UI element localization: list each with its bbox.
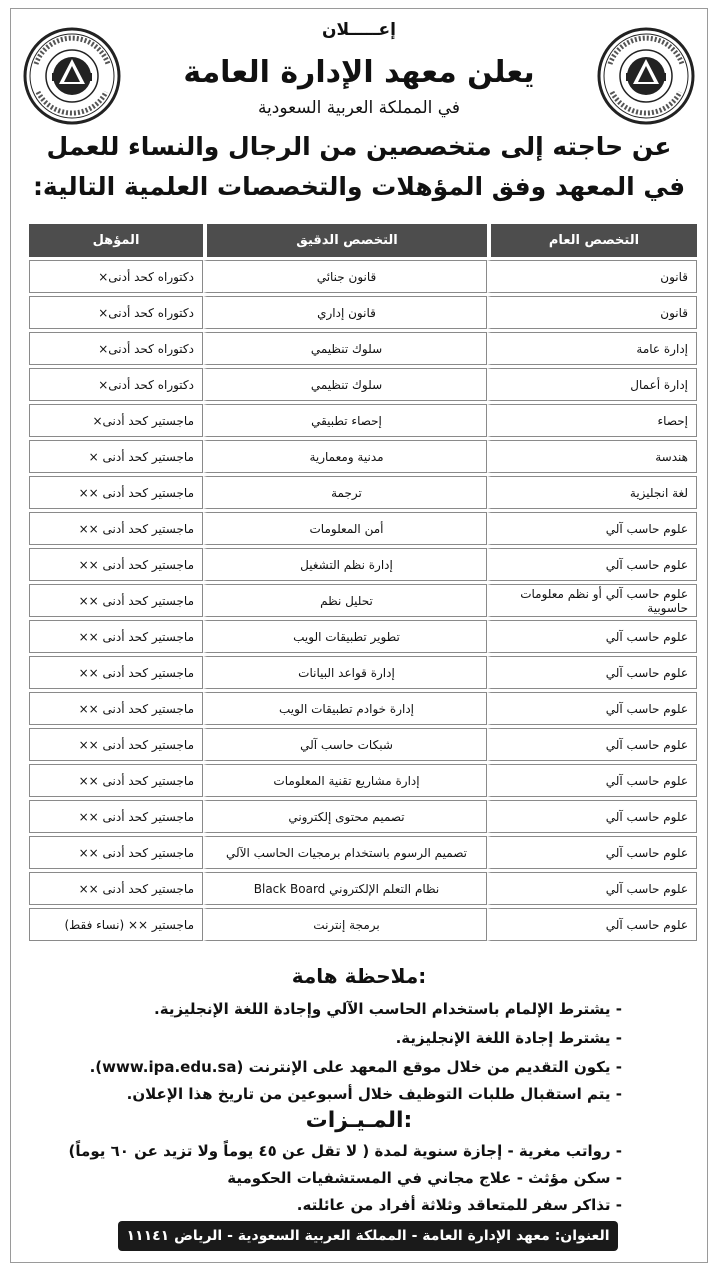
headline-line-2: في المعهد وفق المؤهلات والتخصصات العلمية التالية: xyxy=(32,172,686,201)
headline-line-1: عن حاجته إلى متخصصين من الرجال والنساء للعمل xyxy=(46,132,672,161)
qualification-cell: ماجستير كحد أدنى ×× xyxy=(29,872,203,905)
qualification-cell: ماجستير كحد أدنى ×× xyxy=(29,764,203,797)
table-row xyxy=(29,584,697,617)
specific-specialization-cell: تطوير تطبيقات الويب xyxy=(203,620,487,653)
country-subtitle: في المملكة العربية السعودية xyxy=(257,98,461,118)
general-specialization-cell: علوم حاسب آلي xyxy=(487,872,697,905)
specific-specialization-cell: قانون إداري xyxy=(203,296,487,329)
qualification-cell: ماجستير كحد أدنى ×× xyxy=(29,548,203,581)
table-row xyxy=(29,836,697,869)
table-row xyxy=(29,764,697,797)
feature-item: - تذاكر سفر للمتعاقد وثلاثة أفراد من عائلته. xyxy=(296,1196,622,1214)
specific-specialization-cell: إدارة مشاريع تقنية المعلومات xyxy=(203,764,487,797)
specific-specialization-cell: مدنية ومعمارية xyxy=(203,440,487,473)
table-row xyxy=(29,908,697,941)
header-qualification: المؤهل xyxy=(29,224,203,257)
note-item: - يشترط إجادة اللغة الإنجليزية. xyxy=(395,1029,622,1047)
general-specialization-cell: هندسة xyxy=(487,440,697,473)
general-specialization-cell: علوم حاسب آلي xyxy=(487,512,697,545)
specific-specialization-cell: ترجمة xyxy=(203,476,487,509)
qualification-cell: ماجستير كحد أدنى ×× xyxy=(29,512,203,545)
table-row xyxy=(29,512,697,545)
feature-item: - رواتب مغرية - إجازة سنوية لمدة ( لا تقل عن ٤٥ يوماً ولا تزيد عن ٦٠ يوماً) xyxy=(68,1142,622,1160)
qualification-cell: دكتوراه كحد أدنى× xyxy=(29,332,203,365)
table-row xyxy=(29,548,697,581)
qualification-cell: ماجستير كحد أدنى ×× xyxy=(29,584,203,617)
table-row xyxy=(29,620,697,653)
qualification-cell: دكتوراه كحد أدنى× xyxy=(29,368,203,401)
general-specialization-cell: لغة انجليزية xyxy=(487,476,697,509)
specific-specialization-cell: إدارة خوادم تطبيقات الويب xyxy=(203,692,487,725)
specific-specialization-cell: تحليل نظم xyxy=(203,584,487,617)
general-specialization-cell: علوم حاسب آلي xyxy=(487,656,697,689)
header-general-specialization: التخصص العام xyxy=(487,224,697,257)
qualifications-table xyxy=(29,221,697,944)
table-row xyxy=(29,260,697,293)
general-specialization-cell: علوم حاسب آلي xyxy=(487,692,697,725)
note-item: - يكون التقديم من خلال موقع المعهد على الإنترنت (www.ipa.edu.sa). xyxy=(89,1058,622,1076)
specific-specialization-cell: تصميم محتوى إلكتروني xyxy=(203,800,487,833)
table-header-row xyxy=(29,224,697,257)
qualification-cell: ماجستير كحد أدنى ×× xyxy=(29,800,203,833)
specific-specialization-cell: تصميم الرسوم باستخدام برمجيات الحاسب الآلي xyxy=(203,836,487,869)
qualification-cell: ماجستير كحد أدنى ×× xyxy=(29,620,203,653)
features-title: المـيـزات: xyxy=(305,1108,413,1133)
table-row xyxy=(29,476,697,509)
table-row xyxy=(29,728,697,761)
general-specialization-cell: علوم حاسب آلي أو نظم معلومات حاسوبية xyxy=(487,584,697,617)
general-specialization-cell: قانون xyxy=(487,296,697,329)
qualification-cell: دكتوراه كحد أدنى× xyxy=(29,296,203,329)
specific-specialization-cell: قانون جنائي xyxy=(203,260,487,293)
specific-specialization-cell: نظام التعلم الإلكتروني Black Board xyxy=(203,872,487,905)
header-specific-specialization: التخصص الدقيق xyxy=(203,224,487,257)
table-row xyxy=(29,656,697,689)
table-row xyxy=(29,368,697,401)
general-specialization-cell: علوم حاسب آلي xyxy=(487,764,697,797)
general-specialization-cell: علوم حاسب آلي xyxy=(487,620,697,653)
qualification-cell: ماجستير كحد أدنى ×× xyxy=(29,836,203,869)
qualification-cell: ماجستير كحد أدنى ×× xyxy=(29,728,203,761)
institute-title: يعلن معهد الإدارة العامة xyxy=(183,55,535,90)
table-row xyxy=(29,404,697,437)
table-row xyxy=(29,332,697,365)
table-row xyxy=(29,440,697,473)
announcement-label: إعـــــلان xyxy=(322,20,396,40)
general-specialization-cell: إدارة عامة xyxy=(487,332,697,365)
specific-specialization-cell: شبكات حاسب آلي xyxy=(203,728,487,761)
specific-specialization-cell: أمن المعلومات xyxy=(203,512,487,545)
note-item: - يتم استقبال طلبات التوظيف خلال أسبوعين من تاريخ هذا الإعلان. xyxy=(126,1085,622,1103)
general-specialization-cell: إحصاء xyxy=(487,404,697,437)
qualification-cell: ماجستير كحد أدنى ×× xyxy=(29,656,203,689)
table-row xyxy=(29,872,697,905)
feature-item: - سكن مؤثث - علاج مجاني في المستشفيات الحكومية xyxy=(227,1169,622,1187)
qualification-cell: ماجستير كحد أدنى× xyxy=(29,404,203,437)
table-row xyxy=(29,800,697,833)
table-row xyxy=(29,692,697,725)
general-specialization-cell: علوم حاسب آلي xyxy=(487,908,697,941)
general-specialization-cell: علوم حاسب آلي xyxy=(487,728,697,761)
specific-specialization-cell: إدارة قواعد البيانات xyxy=(203,656,487,689)
specific-specialization-cell: سلوك تنظيمي xyxy=(203,332,487,365)
qualification-cell: ماجستير كحد أدنى ×× xyxy=(29,476,203,509)
general-specialization-cell: علوم حاسب آلي xyxy=(487,800,697,833)
qualification-cell: ماجستير كحد أدنى ×× xyxy=(29,692,203,725)
table-row xyxy=(29,296,697,329)
general-specialization-cell: إدارة أعمال xyxy=(487,368,697,401)
general-specialization-cell: قانون xyxy=(487,260,697,293)
qualification-cell: دكتوراه كحد أدنى× xyxy=(29,260,203,293)
general-specialization-cell: علوم حاسب آلي xyxy=(487,836,697,869)
specific-specialization-cell: برمجة إنترنت xyxy=(203,908,487,941)
qualification-cell: ماجستير ×× (نساء فقط) xyxy=(29,908,203,941)
address-footer: العنوان: معهد الإدارة العامة - المملكة العربية السعودية - الرياض ١١١٤١ xyxy=(118,1221,618,1251)
qualification-cell: ماجستير كحد أدنى × xyxy=(29,440,203,473)
notes-title: ملاحظة هامة: xyxy=(291,964,427,988)
specific-specialization-cell: إحصاء تطبيقي xyxy=(203,404,487,437)
note-item: - يشترط الإلمام باستخدام الحاسب الآلي وإجادة اللغة الإنجليزية. xyxy=(154,1000,622,1018)
general-specialization-cell: علوم حاسب آلي xyxy=(487,548,697,581)
specific-specialization-cell: إدارة نظم التشغيل xyxy=(203,548,487,581)
specific-specialization-cell: سلوك تنظيمي xyxy=(203,368,487,401)
